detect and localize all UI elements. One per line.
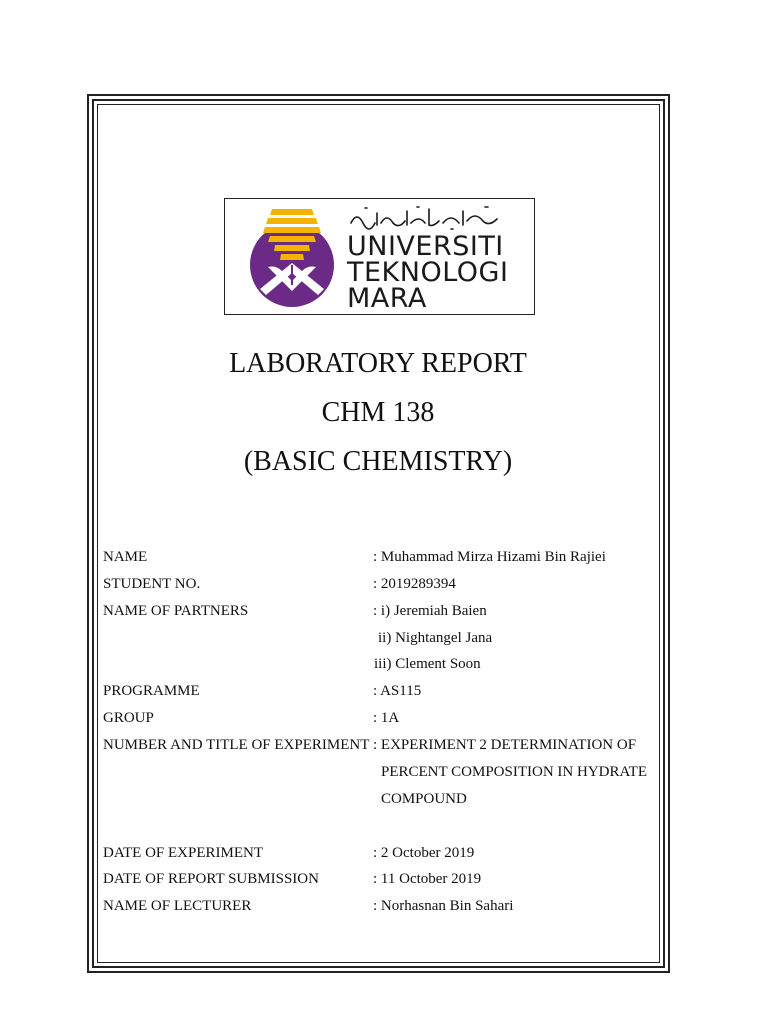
experiment-title-line-1: : EXPERIMENT 2 DETERMINATION OF <box>373 737 637 753</box>
wordmark-universiti: UNIVERSITI <box>347 231 504 262</box>
wordmark-mara: MARA <box>347 283 427 314</box>
programme-value: : AS115 <box>373 683 422 699</box>
partner-1-value: : i) Jeremiah Baien <box>373 603 487 619</box>
experiment-label: NUMBER AND TITLE OF EXPERIMENT <box>103 737 370 753</box>
student-no-label: STUDENT NO. <box>103 576 201 592</box>
date-of-experiment-label: DATE OF EXPERIMENT <box>103 845 263 861</box>
group-label: GROUP <box>103 710 154 726</box>
wordmark-teknologi: TEKNOLOGI <box>347 257 509 288</box>
programme-label: PROGRAMME <box>103 683 200 699</box>
student-no-value: : 2019289394 <box>373 576 456 592</box>
uitm-emblem-icon <box>248 205 336 309</box>
lecturer-label: NAME OF LECTURER <box>103 898 252 914</box>
group-value: : 1A <box>373 710 400 726</box>
experiment-title-line-2: PERCENT COMPOSITION IN HYDRATE <box>381 764 647 780</box>
course-name: (BASIC CHEMISTRY) <box>243 446 513 477</box>
partner-2-value: ii) Nightangel Jana <box>378 630 493 646</box>
partner-3-value: iii) Clement Soon <box>374 656 481 672</box>
name-value: : Muhammad Mirza Hizami Bin Rajiei <box>373 549 606 565</box>
partners-label: NAME OF PARTNERS <box>103 603 249 619</box>
date-of-submission-value: : 11 October 2019 <box>373 871 482 887</box>
date-of-submission-label: DATE OF REPORT SUBMISSION <box>103 871 319 887</box>
name-label: NAME <box>103 549 148 565</box>
experiment-title-line-3: COMPOUND <box>381 791 467 807</box>
course-code: CHM 138 <box>321 397 435 428</box>
report-title: LABORATORY REPORT <box>229 348 527 379</box>
jawi-script-text <box>347 203 503 231</box>
university-logo <box>224 198 535 315</box>
lecturer-value: : Norhasnan Bin Sahari <box>373 898 514 914</box>
date-of-experiment-value: : 2 October 2019 <box>373 845 475 861</box>
